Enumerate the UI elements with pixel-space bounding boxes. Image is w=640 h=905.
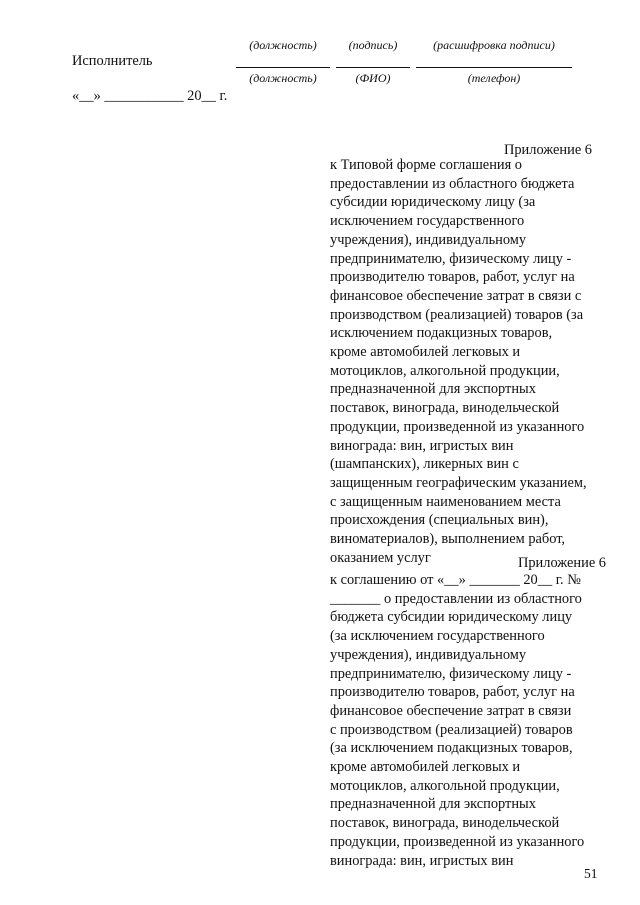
appendix-model-line: виноматериалов), выполнением работ, — [330, 531, 566, 548]
appendix-agreement-line: к соглашению от «__» _______ 20__ г. № — [330, 572, 581, 588]
appendix-model-text — [330, 156, 606, 567]
appendix-agreement-line: с производством (реализацией) товаров — [330, 721, 573, 738]
appendix-agreement-line: (за исключением подакцизных товаров, — [330, 740, 573, 757]
appendix-agreement-title: Приложение 6 — [517, 555, 606, 571]
appendix-model-line: поставок, винограда, винодельческой — [330, 400, 560, 417]
appendix-agreement-line: учреждения), индивидуальному — [330, 646, 527, 663]
appendix-agreement-line: бюджета субсидии юридическому лицу — [330, 609, 573, 626]
appendix-agreement-line: финансовое обеспечение затрат в связи — [330, 702, 572, 719]
decoding-line — [416, 67, 572, 68]
appendix-model-line: винограда: вин, игристых вин — [330, 437, 514, 454]
appendix-agreement-line: _______ о предоставлении из областного — [330, 590, 582, 607]
appendix-model-line: мотоциклов, алкогольной продукции, — [330, 362, 560, 379]
appendix-model-line: происхождения (специальных вин), — [330, 512, 549, 529]
appendix-agreement-line: предпринимателю, физическому лицу - — [330, 665, 572, 682]
appendix-model-line: исключением подакцизных товаров, — [330, 325, 553, 342]
appendix-model-line: продукции, произведенной из указанного — [330, 418, 585, 435]
appendix-agreement-line: поставок, винограда, винодельческой — [330, 815, 560, 832]
position-line — [236, 67, 330, 68]
caption-phone: (телефон) — [467, 71, 521, 85]
executor-label: Исполнитель — [72, 53, 153, 69]
appendix-model-title: Приложение 6 — [503, 142, 592, 158]
appendix-model-line: производителю товаров, работ, услуг на — [330, 269, 575, 286]
appendix-agreement-line: мотоциклов, алкогольной продукции, — [330, 777, 560, 794]
page-number: 51 — [584, 866, 598, 881]
appendix-agreement-text — [330, 571, 606, 870]
appendix-model-line: предоставлении из областного бюджета — [330, 175, 575, 192]
appendix-agreement-line: винограда: вин, игристых вин — [330, 852, 514, 869]
signature-date-line: «__» ___________ 20__ г. — [72, 88, 228, 104]
appendix-model-line: защищенным географическим указанием, — [330, 474, 587, 491]
appendix-model-line: субсидии юридическому лицу (за — [330, 194, 536, 211]
appendix-model-line: кроме автомобилей легковых и — [330, 344, 521, 361]
appendix-model-line: предназначенной для экспортных — [330, 381, 536, 398]
appendix-model-line: финансовое обеспечение затрат в связи с — [330, 287, 582, 304]
caption-signature: (подпись) — [348, 38, 398, 52]
appendix-agreement-line: производителю товаров, работ, услуг на — [330, 684, 575, 701]
signature-line — [336, 67, 410, 68]
caption-position-bottom: (должность) — [249, 71, 317, 85]
appendix-model-line: исключением государственного — [330, 213, 525, 230]
caption-signature-decoding: (расшифровка подписи) — [433, 38, 555, 52]
appendix-model-line: предпринимателю, физическому лицу - — [330, 250, 572, 267]
appendix-agreement-line: предназначенной для экспортных — [330, 796, 536, 813]
appendix-agreement-line: (за исключением государственного — [330, 628, 545, 645]
appendix-agreement-line: кроме автомобилей легковых и — [330, 759, 521, 776]
appendix-model-line: учреждения), индивидуальному — [330, 231, 527, 248]
appendix-model-line: (шампанских), ликерных вин с — [330, 456, 519, 473]
appendix-model-line: с защищенным наименованием места — [330, 493, 561, 510]
appendix-model-line: производством (реализацией) товаров (за — [330, 306, 584, 323]
caption-position-top: (должность) — [249, 38, 317, 52]
appendix-model-line: оказанием услуг — [330, 549, 431, 566]
caption-full-name: (ФИО) — [355, 71, 391, 85]
appendix-agreement-line: продукции, произведенной из указанного — [330, 833, 585, 850]
appendix-model-line: к Типовой форме соглашения о — [330, 157, 523, 173]
